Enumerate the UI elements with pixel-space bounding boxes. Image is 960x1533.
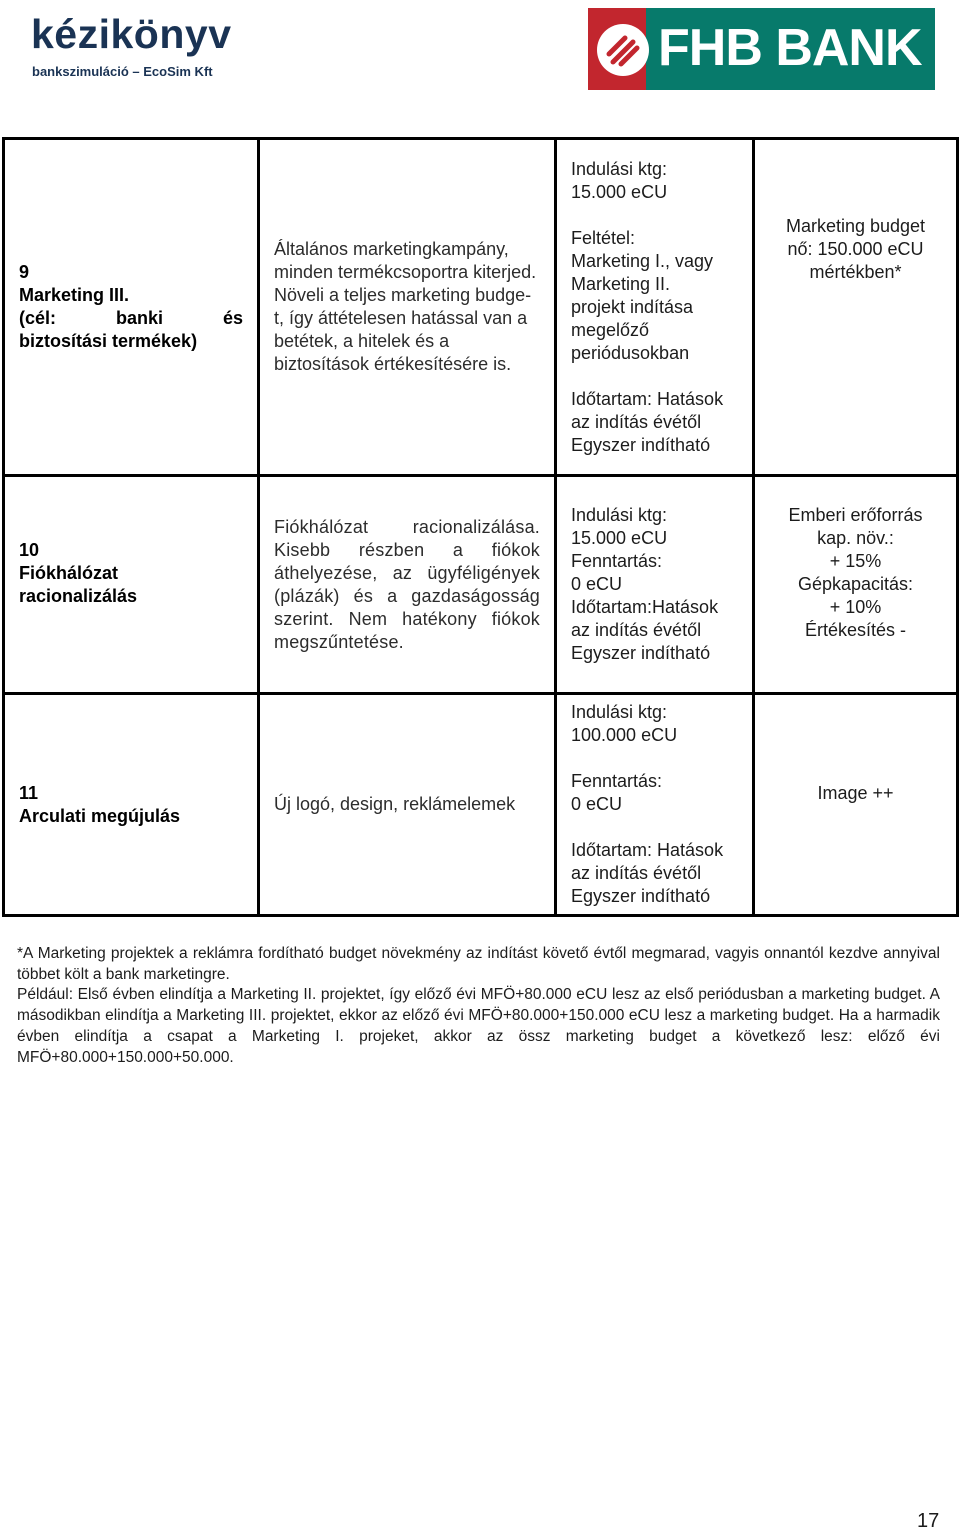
effect-line: kap. növ.: <box>817 528 894 548</box>
effect-line: Image ++ <box>817 782 894 803</box>
effect-line: + 10% <box>829 597 882 617</box>
effect-line: Értékesítés - <box>804 620 907 640</box>
project-number: 9 <box>19 262 30 282</box>
table-row <box>4 139 958 476</box>
footnote <box>17 944 940 1068</box>
effect-line: Marketing budget <box>785 216 926 236</box>
projects-table <box>2 137 959 917</box>
cost-line: 0 eCU <box>571 794 623 814</box>
project-name: Marketing III. <box>19 285 130 305</box>
effect-line: mértékben* <box>809 262 902 282</box>
effect-line: + 15% <box>829 551 882 571</box>
page-number: 17 <box>917 1510 940 1532</box>
cost-line: Időtartam: Hatások <box>571 388 724 409</box>
project-number: 11 <box>19 782 39 803</box>
project-description: Új logó, design, reklámelemek <box>259 694 556 916</box>
logo-wordmark: FHB BANK <box>658 19 922 77</box>
project-effect-cell <box>754 694 958 916</box>
cost-line: Egyszer indítható <box>571 886 711 906</box>
cost-line: Indulási ktg: <box>571 702 668 722</box>
project-cost-cell <box>556 476 754 694</box>
cost-line: Fenntartás: <box>571 551 663 571</box>
manual-subtitle: bankszimuláció – EcoSim Kft <box>32 64 213 79</box>
goal-word: banki <box>115 308 163 328</box>
project-description: Fiókhálózat racionalizálása. Kisebb részben a fiókok áthelyezése, az ügyféligények (plázák) és a gazdaságosság szerint. Nem hatékony fiókok megszűntetése. <box>259 476 556 694</box>
project-cost-cell <box>556 139 754 476</box>
cost-line: Indulási ktg: <box>571 158 668 179</box>
project-title-cell <box>4 476 259 694</box>
cost-line: Egyszer indítható <box>571 643 711 663</box>
project-name: Arculati megújulás <box>19 805 181 826</box>
cost-line: Egyszer indítható <box>571 434 711 455</box>
table-row <box>4 476 958 694</box>
project-effect-cell <box>754 476 958 694</box>
cost-line: Indulási ktg: <box>571 505 668 525</box>
fhb-emblem-icon <box>593 20 653 80</box>
cost-line: Marketing II. <box>571 273 671 294</box>
project-number: 10 <box>19 539 40 560</box>
effect-line: nő: 150.000 eCU <box>787 239 924 259</box>
cost-line: 0 eCU <box>571 574 623 594</box>
project-goal-line <box>19 307 243 330</box>
cost-line: Időtartam: Hatások <box>571 840 724 860</box>
fhb-bank-logo <box>588 8 935 90</box>
project-title-cell <box>4 139 259 476</box>
cost-line: Fenntartás: <box>571 771 663 791</box>
footnote-paragraph: *A Marketing projektek a reklámra fordítható budget növekmény az indítást követő évtől megmarad, vagyis onnantól kezdve annyival többet költ a bank marketingre. <box>17 945 940 983</box>
cost-line: az indítás évétől <box>571 620 702 640</box>
project-effect-cell <box>754 139 958 476</box>
manual-title: kézikönyv <box>31 11 232 57</box>
project-goal-tail: biztosítási termékek) <box>19 331 198 351</box>
cost-line: periódusokban <box>571 342 690 363</box>
project-name: racionalizálás <box>19 585 138 606</box>
goal-word: és <box>222 308 243 328</box>
cost-line: Időtartam:Hatások <box>571 597 719 617</box>
table-row <box>4 694 958 916</box>
footnote-paragraph: Például: Első évben elindítja a Marketing II. projektet, így előző évi MFÖ+80.000 eCU lesz az első periódusban a marketing budget. A másodikban elindítja a Marketing III. projektet, ekkor az előző évi MFÖ+80.000+150.000 eCU lesz a marketing budget. Ha a harmadik évben elindítja a csapat a Marketing I. projeket, akkor az össz marketing budget a következő lesz: előző évi MFÖ+80.000+150.000+50.000. <box>17 986 940 1066</box>
cost-line: Marketing I., vagy <box>571 250 714 271</box>
cost-line: Feltétel: <box>571 227 636 248</box>
cost-line: az indítás évétől <box>571 863 702 883</box>
project-cost-cell <box>556 694 754 916</box>
goal-word: (cél: <box>19 308 57 328</box>
cost-line: megelőző <box>571 319 650 340</box>
cost-line: projekt indítása <box>571 296 694 317</box>
cost-line: 15.000 eCU <box>571 528 668 548</box>
project-description: Általános marketingkampány, minden termékcsoportra kiterjed. Növeli a teljes marketing budge-t, így áttételesen hatással van a betétek, a hitelek és a biztosítások értékesítésére is. <box>259 139 556 476</box>
effect-line: Emberi erőforrás <box>788 505 923 525</box>
cost-line: 100.000 eCU <box>571 725 678 745</box>
project-title-cell <box>4 694 259 916</box>
effect-line: Gépkapacitás: <box>797 574 914 594</box>
cost-line: 15.000 eCU <box>571 181 668 202</box>
cost-line: az indítás évétől <box>571 411 702 432</box>
project-name: Fiókhálózat <box>19 562 119 583</box>
